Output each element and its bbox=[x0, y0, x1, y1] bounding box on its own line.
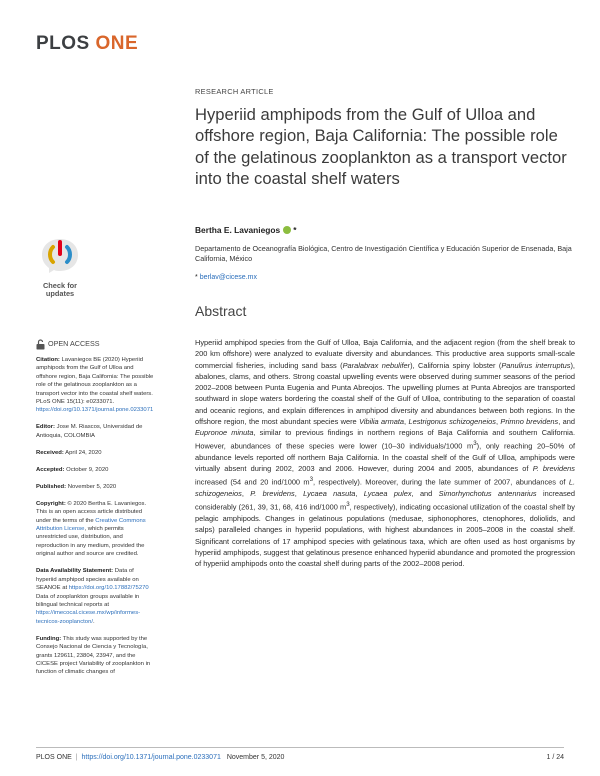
orcid-icon[interactable] bbox=[283, 226, 291, 234]
page-footer: PLOS ONE | https://doi.org/10.1371/journal.pone.0233071 November 5, 2020 1 / 24 bbox=[0, 747, 600, 767]
page-number: 1 / 24 bbox=[546, 754, 564, 761]
reports-link[interactable]: https://imecocal.cicese.mx/wp/informes-tecnicos-zooplancton/ bbox=[36, 610, 141, 625]
email-mark: * bbox=[195, 274, 198, 281]
journal-logo[interactable] bbox=[36, 33, 138, 55]
corresponding-email bbox=[195, 274, 257, 281]
open-access: OPEN ACCESS bbox=[36, 339, 156, 350]
open-lock-icon bbox=[36, 339, 45, 350]
logo-one: ONE bbox=[95, 33, 139, 54]
seanoe-link[interactable]: https://doi.org/10.17882/75270 bbox=[68, 585, 149, 592]
author-line bbox=[195, 225, 296, 235]
article-title: Hyperiid amphipods from the Gulf of Ulloa and offshore region, Baja California: The possible role of the gelatinous zooplankton as a transport vector into the coastal shelf waters bbox=[195, 105, 567, 189]
abstract-heading: Abstract bbox=[195, 303, 247, 319]
logo-plos: PLOS bbox=[36, 33, 90, 54]
check-for-updates-icon bbox=[38, 237, 82, 275]
citation: Citation: Lavaniegos BE (2020) Hyperiid amphipods from the Gulf of Ulloa and offshore region, Baja California: The possible role of the gelatinous zooplankton as a transport vector into the coastal shelf waters. PLoS ONE 15(11): e0233071. https://doi.org/10.1371/journal.pone.0233071 bbox=[36, 357, 154, 414]
check-for-updates-label: Check for updates bbox=[42, 281, 78, 299]
footer-divider bbox=[36, 747, 564, 748]
editor: Editor: Jose M. Riascos, Universidad de Antioquia, COLOMBIA bbox=[36, 424, 143, 439]
published-date: Published: November 5, 2020 bbox=[36, 483, 117, 490]
article-type: RESEARCH ARTICLE bbox=[195, 87, 274, 96]
funding: Funding: This study was supported by the Consejo Nacional de Ciencia y Tecnología, grants 129611, 23804, 23947, and the CICESE project Variability of zooplankton in function of climatic changes of bbox=[36, 635, 151, 676]
email-link[interactable]: berlav@cicese.mx bbox=[199, 274, 257, 281]
abstract-text: Hyperiid amphipod species from the Gulf of Ulloa, Baja California, and the adjacent region (from the shelf break to 200 km offshore) were analyzed to evaluate diversity and abundances. This productive area supports small-scale commercial fisheries, including sand bass (Paralabrax nebulifer), California spiny lobster (Panulirus interruptus), abalones, clams, and others. Strong coastal upwelling events were observed during summer seasons of the period 2002–2008 between Punta Eugenia and Punta Abreojos. The upwelling plumes at Punta Abreojos are transported southward in slope waters bordering the coastal shelf of the Gulf of Ulloa, contributing to the separation of coastal and oceanic regions, and explain differences in amphipod diversity and abundances between both regions. In the offshore region, the most abundant species were Vibilia armata, Lestrigonus schizogeneios, Primno brevidens, and Eupronoe minuta, similar to previous findings in northern regions of Baja California and southern California. However, abundances of these species were lower (10–30 individuals/1000 $m^3$), only reaching 20–50% of abundance levels reported off northern Baja California. In the coastal shelf of the Gulf of Ulloa, amphipods were virtually absent during 2002, 2003 and 2006. However, during 2004 and 2005, abundances of P. brevidens increased (54 and 20 ind/1000 $m^3$, respectively). Moreover, during the late summer of 2007, abundances of L. schizogeneios, P. brevidens, Lycaea nasuta, Lycaea pulex, and Simorhynchotus antennarius increased considerably (261, 39, 31, 68, 416 ind/1000 $m^3$, respectively), indicating occasional utilization of the coastal shelf by pelagic amphipods. Changes in gelatinous populations (medusae, siphonophores, ctenophores, doliolids, and salps) paralleled changes in hyperiid populations, with highest abundances in 2005–2008 in the coastal shelf. Significant correlations of 17 amphipod species with gelatinous taxa, which are often used as host organisms by hyperiid amphipods, suggest that gelatinous presence enhanced hyperiid abundance and promoted the progression of hyperiid amphipods onto the coastal shelf during parts of the 2002–2008 period. bbox=[195, 338, 576, 569]
accepted-date: Accepted: October 9, 2020 bbox=[36, 466, 109, 473]
received-date: Received: April 24, 2020 bbox=[36, 449, 102, 456]
copyright: Copyright: © 2020 Bertha E. Lavaniegos. This is an open access article distributed under the terms of the Creative Commons Attribution License, which permits unrestricted use, distribution, and reproduction in any medium, provided the original author and source are credited. bbox=[36, 500, 147, 558]
corresponding-mark: * bbox=[293, 225, 297, 235]
license-link[interactable]: Creative Commons Attribution License bbox=[36, 517, 146, 533]
affiliation: Departamento de Oceanografía Biológica, Centro de Investigación Científica y Educación Superior de Ensenada, Baja California, México bbox=[195, 244, 572, 264]
citation-doi-link[interactable]: https://doi.org/10.1371/journal.pone.0233071 bbox=[36, 407, 154, 414]
footer-date: November 5, 2020 bbox=[226, 754, 285, 761]
footer-doi-link[interactable]: https://doi.org/10.1371/journal.pone.0233071 bbox=[81, 754, 221, 761]
data-availability: Data Availability Statement: Data of hyperiid amphipod species available on SEANOE at https://doi.org/10.17882/75270 Data of zooplankton groups available in bilingual technical reports at https://imecocal.cicese.mx/wp/informes-tecnicos-zooplancton/. bbox=[36, 568, 149, 625]
sidebar bbox=[36, 339, 156, 685]
check-for-updates[interactable] bbox=[36, 237, 84, 299]
author-name[interactable]: Bertha E. Lavaniegos bbox=[195, 225, 281, 235]
footer-journal: PLOS ONE bbox=[36, 754, 72, 761]
